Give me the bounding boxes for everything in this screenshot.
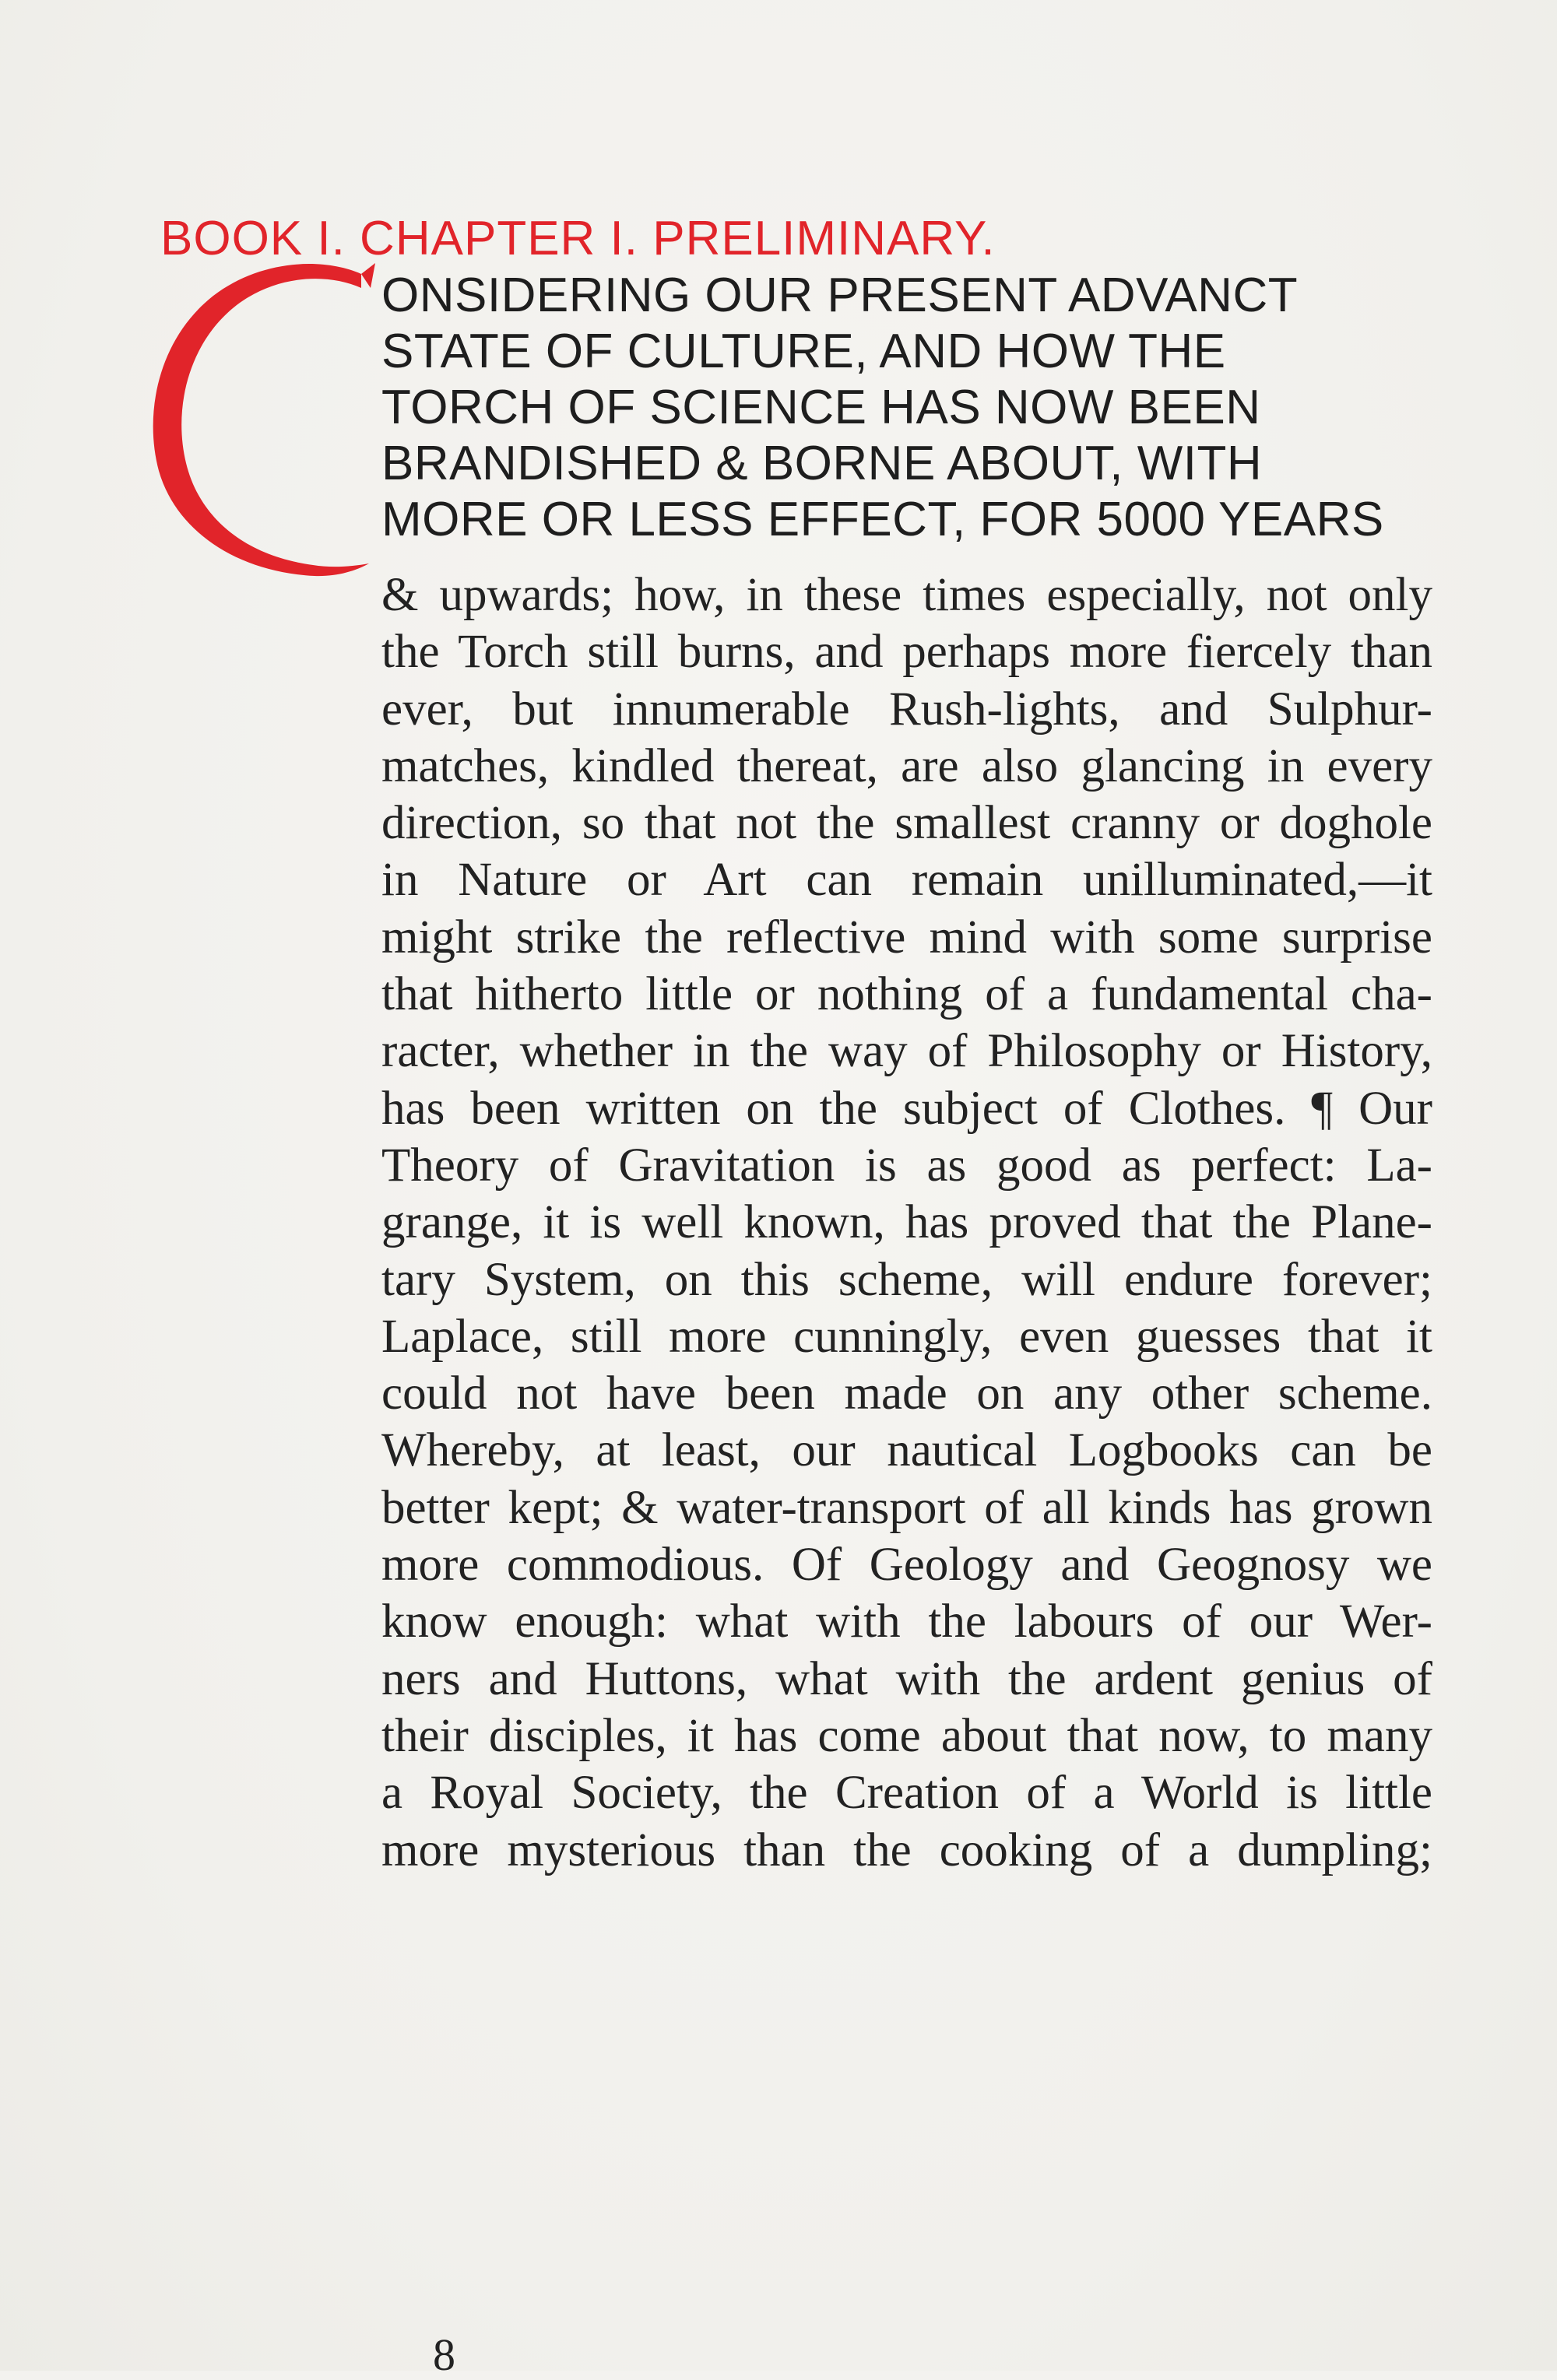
opening-caps-block (381, 268, 1456, 548)
text-line: & upwards; how, in these times especially, not only (381, 569, 1432, 621)
text-line: grange, it is well known, has proved that the Plane- (381, 1196, 1432, 1249)
caps-line: MORE OR LESS EFFECT, FOR 5000 YEARS (381, 493, 1384, 546)
text-line: more mysterious than the cooking of a dumpling; (381, 1824, 1432, 1876)
text-line: their disciples, it has come about that now, to many (381, 1709, 1432, 1762)
text-line: tary System, on this scheme, will endure forever; (381, 1253, 1432, 1306)
text-line: matches, kindled thereat, are also glancing in every (381, 739, 1432, 792)
page-number: 8 (433, 2329, 455, 2380)
text-line: Laplace, still more cunningly, even guesses that it (381, 1310, 1432, 1363)
text-line: Whereby, at least, our nautical Logbooks can be (381, 1424, 1432, 1477)
text-line: ners and Huttons, what with the ardent genius of (381, 1652, 1432, 1705)
text-line: racter, whether in the way of Philosophy or History, (381, 1025, 1432, 1078)
drop-cap (128, 257, 377, 584)
text-line: know enough: what with the labours of our Wer- (381, 1595, 1432, 1648)
drop-cap-c-glyph (128, 257, 377, 584)
text-line: ever, but innumerable Rush-lights, and Sulphur- (381, 683, 1432, 735)
text-line: more commodious. Of Geology and Geognosy we (381, 1539, 1432, 1592)
chapter-heading: BOOK I. CHAPTER I. PRELIMINARY. (160, 212, 996, 265)
text-line: might strike the reflective mind with some surprise (381, 911, 1432, 964)
text-line: could not have been made on any other scheme. (381, 1367, 1432, 1420)
caps-line: BRANDISHED & BORNE ABOUT, WITH (381, 437, 1263, 490)
caps-line: ONSIDERING OUR PRESENT ADVANCT (381, 269, 1299, 322)
text-line: a Royal Society, the Creation of a World is little (381, 1767, 1432, 1820)
body-text (381, 567, 1432, 1879)
text-line: in Nature or Art can remain unilluminated,—it (381, 854, 1432, 907)
text-line: Theory of Gravitation is as good as perfect: La- (381, 1139, 1432, 1192)
text-line: direction, so that not the smallest cranny or doghole (381, 797, 1432, 850)
caps-line: STATE OF CULTURE, AND HOW THE (381, 325, 1226, 378)
text-line: has been written on the subject of Clothes. ¶ Our (381, 1082, 1432, 1135)
caps-line: TORCH OF SCIENCE HAS NOW BEEN (381, 381, 1261, 434)
text-line: that hitherto little or nothing of a fundamental cha- (381, 968, 1432, 1021)
text-line: the Torch still burns, and perhaps more fiercely than (381, 626, 1432, 679)
text-line: better kept; & water-transport of all kinds has grown (381, 1481, 1432, 1534)
